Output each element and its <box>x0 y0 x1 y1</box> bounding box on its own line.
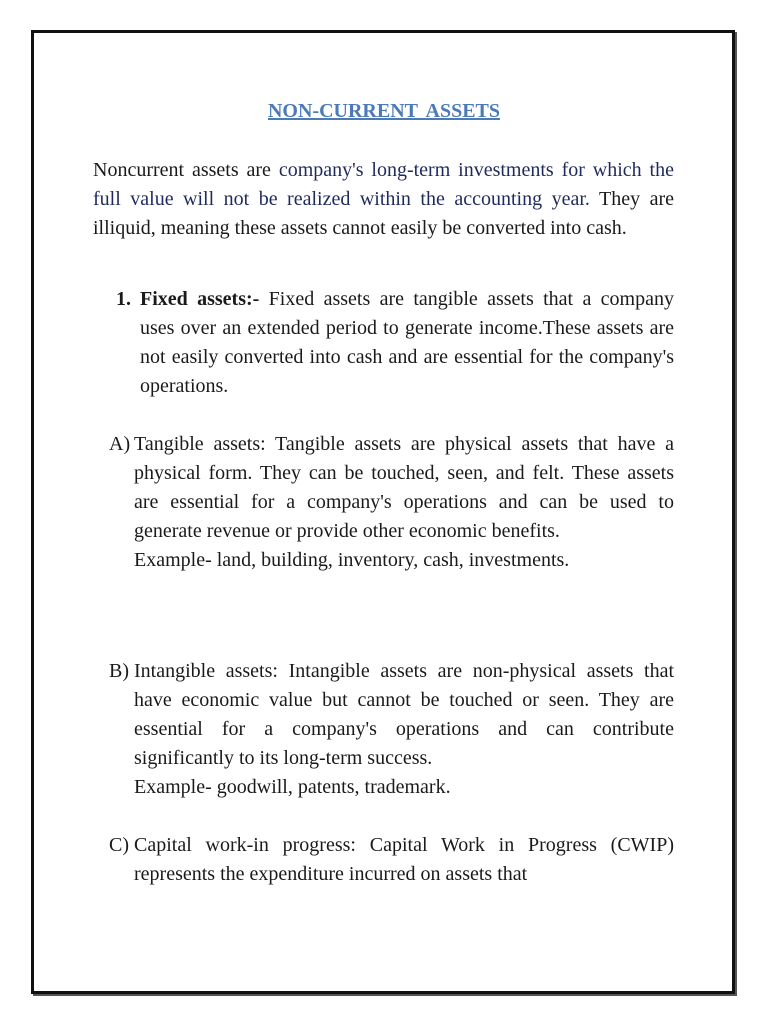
list-item-body <box>140 285 674 401</box>
sub-item-example: Example- land, building, inventory, cash, investments. <box>134 549 570 571</box>
sub-item-text: Intangible assets: Intangible assets are non-physical assets that have economic value but cannot be touched or seen. They are essential for a company's operations and can contribute significantly to its long-term success. <box>134 660 674 769</box>
sub-item-text: Tangible assets: Tangible assets are physical assets that have a physical form. They can be touched, seen, and felt. These assets are essential for a company's operations and can be used to generate revenue or provide other economic benefits. <box>134 433 674 542</box>
sub-item-letter: A) <box>109 433 131 455</box>
sub-item-text: Capital work-in progress: Capital Work in Progress (CWIP) represents the expenditure incurred on assets that <box>134 834 674 885</box>
document-title: NON-CURRENT ASSETS <box>267 100 501 122</box>
sub-item-letter: B) <box>109 660 129 682</box>
sub-item-tangible-assets <box>109 430 674 575</box>
sub-item-example: Example- goodwill, patents, trademark. <box>134 776 451 798</box>
intro-paragraph <box>93 156 674 243</box>
sub-item-letter: C) <box>109 834 129 856</box>
list-item-fixed-assets <box>116 285 674 401</box>
sub-item-intangible-assets <box>109 657 674 802</box>
sub-item-capital-wip <box>109 831 674 889</box>
sub-item-body <box>134 657 674 802</box>
intro-part-3: They are illiquid, meaning these assets cannot easily be converted into cash. <box>93 188 674 239</box>
list-item-lead: Fixed assets:- <box>140 288 260 310</box>
intro-part-2: company's long-term investments for which the full value will not be realized within the accounting year. <box>93 159 674 210</box>
list-item-text: Fixed assets are tangible assets that a company uses over an extended period to generate income.These assets are not easily converted into cash and are essential for the company's operations. <box>140 288 674 397</box>
intro-part-1: Noncurrent assets are <box>93 159 279 181</box>
list-number: 1. <box>116 288 131 310</box>
sub-item-body <box>134 430 674 575</box>
sub-item-body <box>134 831 674 889</box>
